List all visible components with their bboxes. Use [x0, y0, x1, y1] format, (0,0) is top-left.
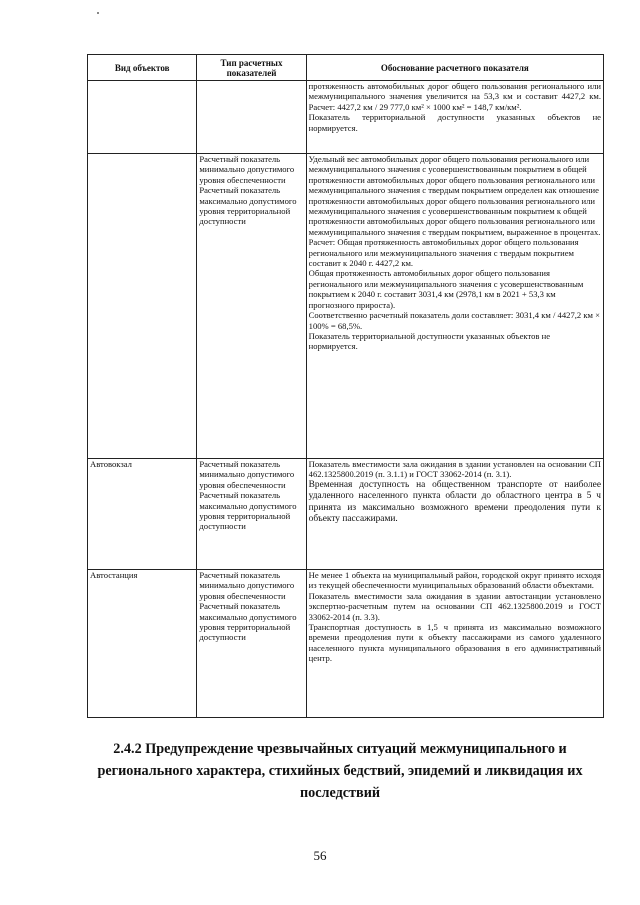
types-cell: [197, 81, 306, 154]
page-number: 56: [313, 848, 327, 863]
justification-paragraph: Показатель территориальной доступности указанных объектов не нормируется.: [308, 330, 551, 352]
indicator-type: Расчетный показатель максимально допустимого уровня территориальной доступности: [199, 490, 297, 532]
justification-paragraph: Удельный вес автомобильных дорог общего пользования регионального или межмуниципального значения с усовершенствованным покрытием в общей протяженности автомобильных дорог общего пользования регионального или межмуниципального значения с твердым покрытием определен как отношение протяженности автомобильных дорог общего пользования регионального или межмуниципального значения с усовершенствованным покрытием к общей протяженности автомобильных дорог общего пользования регионального или межмуниципального значения с твердым покрытием, выраженное в процентах.: [308, 154, 601, 237]
indicator-type: Расчетный показатель максимально допустимого уровня территориальной доступности: [199, 601, 297, 643]
table-row: [88, 570, 604, 718]
justification-paragraph: Показатель вместимости зала ожидания в здании установлен на основании СП 462.1325800.2019 (п. 3.1.1) и ГОСТ 33062-2014 (п. 3.1).: [308, 459, 601, 480]
scan-speck: [97, 12, 99, 14]
object-cell: [88, 81, 197, 154]
indicator-type: Расчетный показатель минимально допустимого уровня обеспеченности: [199, 570, 295, 601]
object-cell: Автовокзал: [88, 459, 197, 570]
indicator-type: Расчетный показатель максимально допустимого уровня территориальной доступности: [199, 185, 297, 227]
object-cell: [88, 154, 197, 459]
indicator-type: Расчетный показатель минимально допустимого уровня обеспеченности: [199, 459, 295, 490]
justification-cell: [306, 459, 603, 570]
indicator-table: [87, 54, 604, 718]
types-cell: [197, 570, 306, 718]
justification-paragraph: Соответственно расчетный показатель доли составляет: 3031,4 км / 4427,2 км × 100% = 68,5%.: [308, 310, 600, 331]
header-object-type: Вид объектов: [88, 55, 197, 81]
table-row: [88, 459, 604, 570]
indicator-type: Расчетный показатель минимально допустимого уровня обеспеченности: [199, 154, 295, 185]
table-row: [88, 154, 604, 459]
justification-paragraph: Показатель вместимости зала ожидания в здании автостанции установлено экспертно-расчетным путем на основании СП 462.1325800.2019 и ГОСТ 33062-2014 (п. 3.3).: [308, 590, 601, 622]
section-heading: 2.4.2 Предупреждение чрезвычайных ситуаций межмуниципального и регионального характера, стихийных бедствий, эпидемий и ликвидация их последствий: [97, 741, 583, 801]
table-header-row: [88, 55, 604, 81]
justification-cell: [306, 81, 603, 154]
justification-paragraph: Не менее 1 объекта на муниципальный район, городской округ принято исходя из текущей обеспеченности муниципальных образований области объектами.: [308, 570, 601, 591]
justification-paragraph: Транспортная доступность в 1,5 ч принята из максимально возможного времени преодоления пути к объекту пассажирами из самого удаленного населенного пункта муниципального образования в его административный центр.: [308, 622, 601, 664]
justification-cell: [306, 154, 603, 459]
types-cell: [197, 154, 306, 459]
types-cell: [197, 459, 306, 570]
justification-cell: [306, 570, 603, 718]
justification-paragraph: Временная доступность на общественном транспорте от наиболее удаленного населенного пункта области до областного центра в 5 ч принята из максимально возможного времени преодоления пути к объекту пассажирами.: [308, 479, 601, 525]
justification-paragraph: Расчет: Общая протяженность автомобильных дорог общего пользования регионального или межмуниципального значения с твердым покрытием составит к 2040 г. 4427,2 км.: [308, 237, 579, 269]
table-row: [88, 81, 604, 154]
justification-paragraph: Показатель территориальной доступности указанных объектов не нормируется.: [308, 112, 601, 133]
justification-paragraph: Общая протяженность автомобильных дорог общего пользования регионального или межмуниципального значения с усовершенствованным покрытием к 2040 г. составит 3031,4 км (2978,1 км в 2021 + 53,3 км прогнозного прироста).: [308, 268, 584, 310]
header-justification: Обоснование расчетного показателя: [306, 55, 603, 81]
object-cell: Автостанция: [88, 570, 197, 718]
header-indicator-type: Тип расчетных показателей: [197, 55, 306, 81]
justification-paragraph: протяженность автомобильных дорог общего пользования регионального или межмуниципального значения увеличится на 53,3 км и составит 4427,2 км. Расчет: 4427,2 км / 29 777,0 км² × 1000 км² = 148,7 км/км².: [308, 81, 601, 112]
